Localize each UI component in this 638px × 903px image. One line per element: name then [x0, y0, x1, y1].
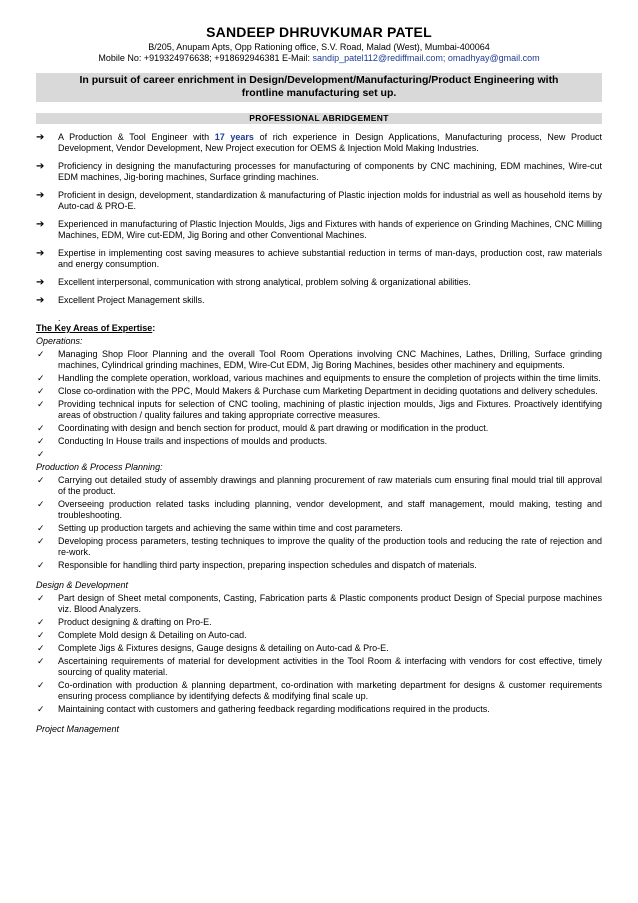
- abridgement-list: [36, 132, 602, 306]
- list-item: ✓ Product designing & drafting on Pro-E.: [37, 617, 212, 627]
- arrow-bullet-icon: ➔: [36, 248, 45, 259]
- list-item: ➔ Proficiency in designing the manufacturing processes for manufacturing of components by CNC machining, EDM machines, Wire-cut EDM machines, Jig-boring machines, Surface grinding machines.: [36, 161, 602, 182]
- list-item: ➔ Proficient in design, development, standardization & manufacturing of Plastic injection molds for industrial as well as household items by Auto-cad & PRO-E.: [36, 190, 602, 211]
- production-list: [36, 475, 602, 571]
- list-item: ➔ Excellent Project Management skills.: [36, 295, 205, 306]
- stray-dot: .: [58, 313, 61, 323]
- list-item: ➔ A Production & Tool Engineer with 17 years of rich experience in Design Applications, Manufacturing process, New Product Development, Vendor Development, New Project execution for OEMS & Injection Mold Making Industries.: [36, 132, 603, 153]
- subsection-design-development: Design & Development: [36, 580, 129, 590]
- address-line: B/205, Anupam Apts, Opp Rationing office, S.V. Road, Malad (West), Mumbai-400064: [148, 42, 490, 52]
- arrow-bullet-icon: ➔: [36, 219, 45, 230]
- arrow-bullet-icon: ➔: [36, 295, 45, 306]
- check-icon: ✓: [37, 399, 45, 409]
- contact-line: [36, 53, 602, 64]
- list-item: ✓ Complete Jigs & Fixtures designs, Gauge designs & detailing on Auto-cad & Pro-E.: [37, 643, 389, 653]
- list-item: ➔ Excellent interpersonal, communication with strong analytical, problem solving & organizational abilities.: [36, 277, 471, 288]
- check-icon: ✓: [37, 656, 45, 666]
- list-item: ✓ Ascertaining requirements of material for development activities in the Tool Room & interfacing with vendors for cost effective, timely sourcing of quality material.: [37, 656, 602, 677]
- list-item: ✓ Carrying out detailed study of assembly drawings and planning procurement of raw materials cum ensuring final mould trial till approval of the product.: [37, 475, 602, 496]
- experience-years: 17 years: [214, 132, 254, 142]
- expertise-heading: The Key Areas of Expertise:: [36, 323, 156, 333]
- list-item: ✓ Setting up production targets and achieving the same within time and cost parameters.: [37, 523, 403, 533]
- list-item: ✓ Co-ordination with production & planning department, co-ordination with marketing department for designs & customer requirements ensuring process compliance by identifying defects & modifying final scale up.: [37, 680, 602, 701]
- check-icon: ✓: [37, 386, 45, 396]
- check-icon: ✓: [37, 643, 45, 653]
- check-icon: ✓: [37, 593, 45, 603]
- check-icon: ✓: [37, 680, 45, 690]
- list-item: ✓ Handling the complete operation, workload, various machines and equipments to ensure the completion of projects within the time limits.: [37, 373, 601, 383]
- list-item: ✓ Responsible for handling third party inspection, preparing inspection schedules and dispatch of materials.: [37, 560, 477, 570]
- phone-text: Mobile No: +919324976638; +918692946381 E-Mail:: [98, 53, 313, 63]
- list-item: ✓ Complete Mold design & Detailing on Auto-cad.: [37, 630, 247, 640]
- check-icon: ✓: [37, 617, 45, 627]
- list-item: [36, 449, 602, 460]
- list-item: ✓ Providing technical inputs for selection of CNC tooling, machining of plastic injection moulds, Jigs and Fixtures. Proactively identifying areas of obstruction / quality failures and taking appropriate corrective measures.: [37, 399, 602, 420]
- list-item: ✓ Close co-ordination with the PPC, Mould Makers & Purchase cum Marketing Department in deciding quotations and delivery schedules.: [37, 386, 598, 396]
- check-icon: ✓: [37, 630, 45, 640]
- design-list: [36, 593, 602, 715]
- list-item: ✓ Developing process parameters, testing techniques to improve the quality of the production tools and reducing the rate of rejection and re-work.: [37, 536, 602, 557]
- candidate-name: SANDEEP DHRUVKUMAR PATEL: [206, 24, 432, 40]
- check-icon: ✓: [37, 704, 45, 714]
- arrow-bullet-icon: ➔: [36, 190, 45, 201]
- arrow-bullet-icon: ➔: [36, 277, 45, 288]
- list-item: ✓ Maintaining contact with customers and gathering feedback regarding modifications required in the products.: [37, 704, 490, 714]
- email-link[interactable]: sandip_patel112@rediffmail.com; omadhyay@gmail.com: [312, 53, 540, 63]
- check-icon: ✓: [37, 349, 45, 359]
- list-item: ➔ Expertise in implementing cost saving measures to achieve substantial reduction in terms of man-days, production cost, raw materials and energy consumption.: [36, 248, 602, 269]
- check-icon: ✓: [37, 536, 45, 546]
- subsection-operations: Operations:: [36, 336, 83, 346]
- list-item: ➔ Experienced in manufacturing of Plastic Injection Moulds, Jigs and Fixtures with hands of experience on Grinding Machines, CNC Milling Machines, EDM, Wire cut-EDM, Jig Boring and other Conventional Machines.: [36, 219, 602, 240]
- section-professional-abridgement: PROFESSIONAL ABRIDGEMENT: [36, 113, 602, 124]
- list-item: ✓ Coordinating with design and bench section for product, mould & part drawing or modification in the product.: [37, 423, 489, 433]
- check-icon: ✓: [37, 423, 45, 433]
- list-item: ✓ Conducting In House trails and inspections of moulds and products.: [37, 436, 328, 446]
- operations-list: [36, 349, 602, 460]
- career-objective: In pursuit of career enrichment in Design/Development/Manufacturing/Product Engineering with frontline manufacturing set up.: [36, 73, 602, 102]
- subsection-project-management: Project Management: [36, 724, 120, 734]
- list-item: ✓ Managing Shop Floor Planning and the overall Tool Room Operations involving CNC Machines, Lathes, Drilling, Surface grinding machines, Cylindrical grinding machines, EDM, Wire-Cut EDM, Jig Boring Machines, besides other machinery and equipments.: [37, 349, 602, 370]
- check-icon: ✓: [37, 373, 45, 383]
- check-icon: ✓: [37, 560, 45, 570]
- check-icon: ✓: [37, 449, 45, 459]
- check-icon: ✓: [37, 475, 45, 485]
- arrow-bullet-icon: ➔: [36, 161, 45, 172]
- subsection-production-planning: Production & Process Planning:: [36, 462, 163, 472]
- check-icon: ✓: [37, 436, 45, 446]
- arrow-bullet-icon: ➔: [36, 132, 45, 143]
- check-icon: ✓: [37, 523, 45, 533]
- list-item: ✓ Part design of Sheet metal components, Casting, Fabrication parts & Plastic components product Design of Special purpose machines viz. Blood Analyzers.: [37, 593, 602, 614]
- list-item: ✓ Overseeing production related tasks including planning, vendor development, and staff management, mould making, testing and troubleshooting.: [37, 499, 602, 520]
- check-icon: ✓: [37, 499, 45, 509]
